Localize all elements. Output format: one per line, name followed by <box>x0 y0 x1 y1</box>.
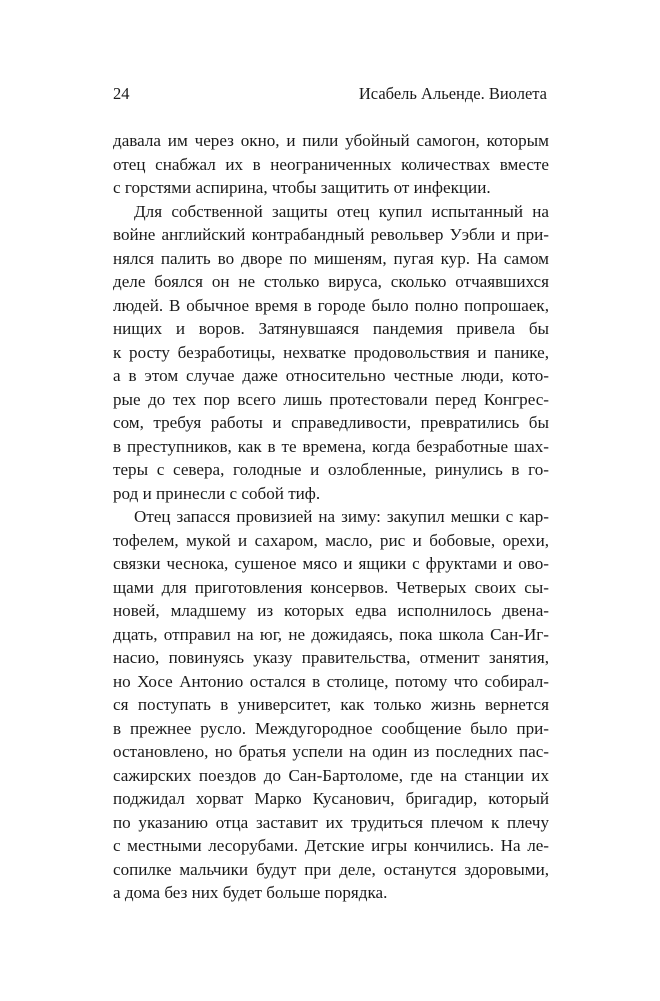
text-line: Для собственной защиты отец купил испытанный на <box>134 201 549 221</box>
text-line: насио, повинуясь указу правительства, отменит занятия, <box>113 648 549 667</box>
text-line: Отец запасся провизией на зиму: закупил мешки с кар- <box>134 507 549 526</box>
text-line: сажирских поездов до Сан-Бартоломе, где на станции их <box>113 765 549 785</box>
running-head-title: Исабель Альенде. Виолета <box>358 84 547 103</box>
text-line: теры с севера, голодные и озлобленные, ринулись в го- <box>113 460 549 479</box>
text-line: деле боялся он не столько вируса, сколько отчаявшихся <box>113 272 549 291</box>
text-line: к росту безработицы, нехватке продовольствия и панике, <box>113 342 549 362</box>
text-line: людей. В обычное время в городе было полно попрошаек, <box>113 295 549 315</box>
body-text <box>113 129 549 905</box>
running-head <box>113 83 549 105</box>
text-line: сопилке мальчики будут при деле, останутся здоровыми, <box>113 859 549 879</box>
page-number: 24 <box>113 84 130 103</box>
text-line: отец снабжал их в неограниченных количествах вместе <box>113 154 549 174</box>
text-line: давала им через окно, и пили убойный самогон, которым <box>113 131 549 150</box>
text-line: дцать, отправил на юг, не дожидаясь, пока школа Сан-Иг- <box>113 624 549 644</box>
text-line: тофелем, мукой и сахаром, масло, рис и бобовые, орехи, <box>113 530 549 550</box>
text-line: ся поступать в университет, как только жизнь вернется <box>113 695 549 714</box>
text-line: рые до тех пор всего лишь протестовали перед Конгрес- <box>113 389 549 409</box>
text-line: в преступников, как в те времена, когда безработные шах- <box>113 436 549 456</box>
text-line: но Хосе Антонио остался в столице, потому что собирал- <box>113 671 549 691</box>
text-line: войне английский контрабандный револьвер Уэбли и при- <box>113 225 549 244</box>
text-line: связки чеснока, сушеное мясо и ящики с фруктами и ово- <box>113 554 549 573</box>
text-line: с местными лесорубами. Детские игры кончились. На ле- <box>113 836 549 855</box>
text-line: в прежнее русло. Междугородное сообщение было при- <box>113 718 549 738</box>
text-line: с горстями аспирина, чтобы защитить от инфекции. <box>113 178 491 197</box>
text-line: нищих и воров. Затянувшаяся пандемия привела бы <box>113 319 549 338</box>
text-line: щами для приготовления консервов. Четверых своих сы- <box>113 577 549 597</box>
text-line: род и принесли с собой тиф. <box>113 483 321 503</box>
text-line: по указанию отца заставит их трудиться плечом к плечу <box>113 812 549 832</box>
text-line: поджидал хорват Марко Кусанович, бригадир, который <box>113 789 549 808</box>
text-line: а в этом случае даже относительно честные люди, кото- <box>113 366 549 385</box>
text-line: сом, требуя работы и справедливости, превратились бы <box>113 413 549 432</box>
text-line: новей, младшему из которых едва исполнилось двена- <box>113 601 549 620</box>
text-line: а дома без них будет больше порядка. <box>113 883 388 902</box>
text-line: остановлено, но братья успели на один из последних пас- <box>113 742 549 761</box>
text-line: нялся палить во дворе по мишеням, пугая кур. На самом <box>113 248 549 268</box>
